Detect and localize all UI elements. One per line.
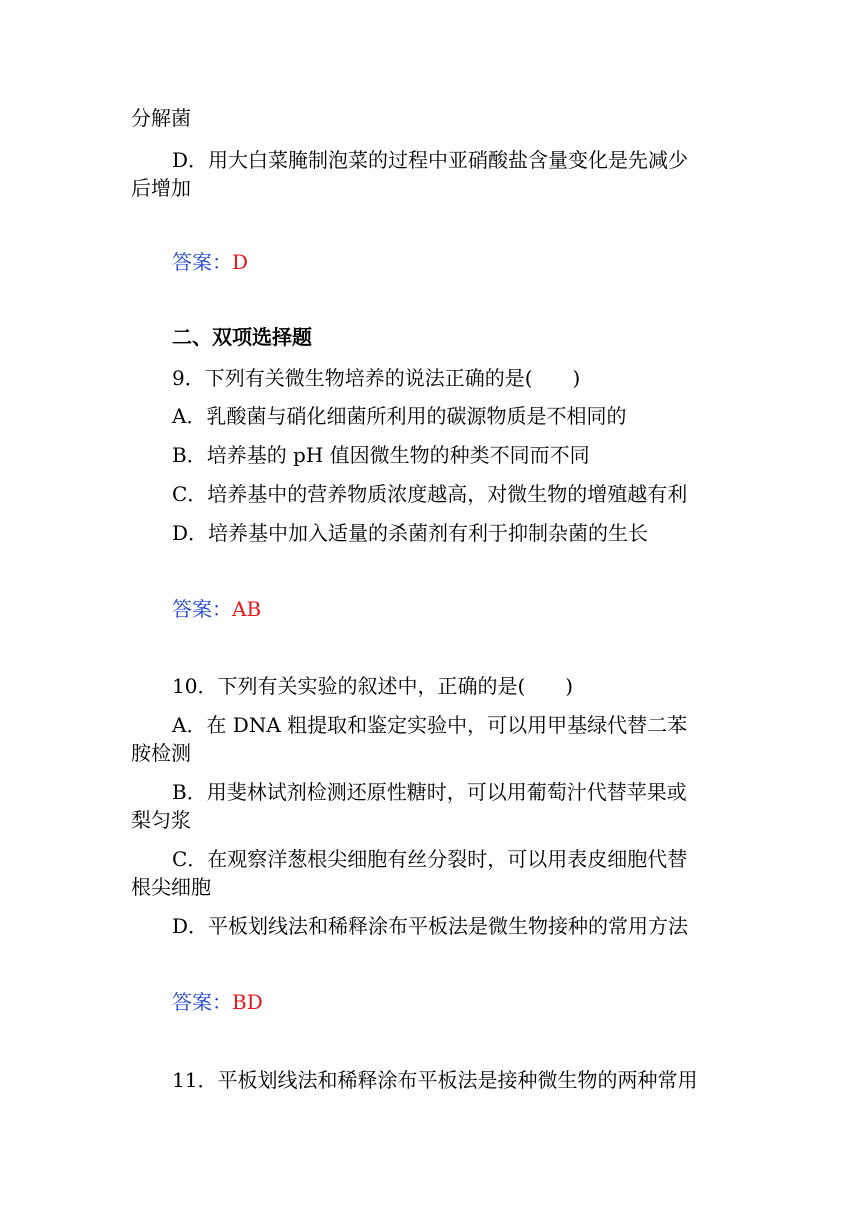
q9-option-c: C．培养基中的营养物质浓度越高，对微生物的增殖越有利 <box>172 482 688 506</box>
q10-option-d: D．平板划线法和稀释涂布平板法是微生物接种的常用方法 <box>172 914 689 938</box>
q9-option-a: A．乳酸菌与硝化细菌所利用的碳源物质是不相同的 <box>172 404 627 428</box>
q10-option-b-line2: 梨匀浆 <box>131 808 191 832</box>
q11-stem: 11．平板划线法和稀释涂布平板法是接种微生物的两种常用 <box>172 1068 698 1092</box>
q10-option-c-line1: C．在观察洋葱根尖细胞有丝分裂时，可以用表皮细胞代替 <box>172 847 688 871</box>
section-title: 二、双项选择题 <box>172 325 312 349</box>
q9-stem: 9．下列有关微生物培养的说法正确的是( ) <box>172 366 581 390</box>
q9-option-b: B．培养基的 pH 值因微生物的种类不同而不同 <box>172 443 590 467</box>
answer-value: D <box>232 250 249 274</box>
q8-continuation-text: 分解菌 <box>131 106 191 130</box>
answer-value: BD <box>232 990 263 1014</box>
q10-option-a-line1: A．在 DNA 粗提取和鉴定实验中，可以用甲基绿代替二苯 <box>172 713 688 737</box>
answer-label: 答案： <box>172 597 232 621</box>
q9-option-d: D．培养基中加入适量的杀菌剂有利于抑制杂菌的生长 <box>172 521 649 545</box>
q10-option-c-line2: 根尖细胞 <box>131 875 211 899</box>
answer-value: AB <box>232 597 262 621</box>
q10-stem: 10．下列有关实验的叙述中，正确的是( ) <box>172 674 574 698</box>
answer-label: 答案： <box>172 990 232 1014</box>
q10-answer <box>172 988 263 1016</box>
q10-option-a-line2: 胺检测 <box>131 741 191 765</box>
q8-option-d-line2: 后增加 <box>131 176 191 200</box>
q10-option-b-line1: B．用斐林试剂检测还原性糖时，可以用葡萄汁代替苹果或 <box>172 780 687 804</box>
answer-label: 答案： <box>172 250 232 274</box>
q9-answer <box>172 595 261 623</box>
q8-answer <box>172 248 248 276</box>
q8-option-d-line1: D．用大白菜腌制泡菜的过程中亚硝酸盐含量变化是先减少 <box>172 148 689 172</box>
